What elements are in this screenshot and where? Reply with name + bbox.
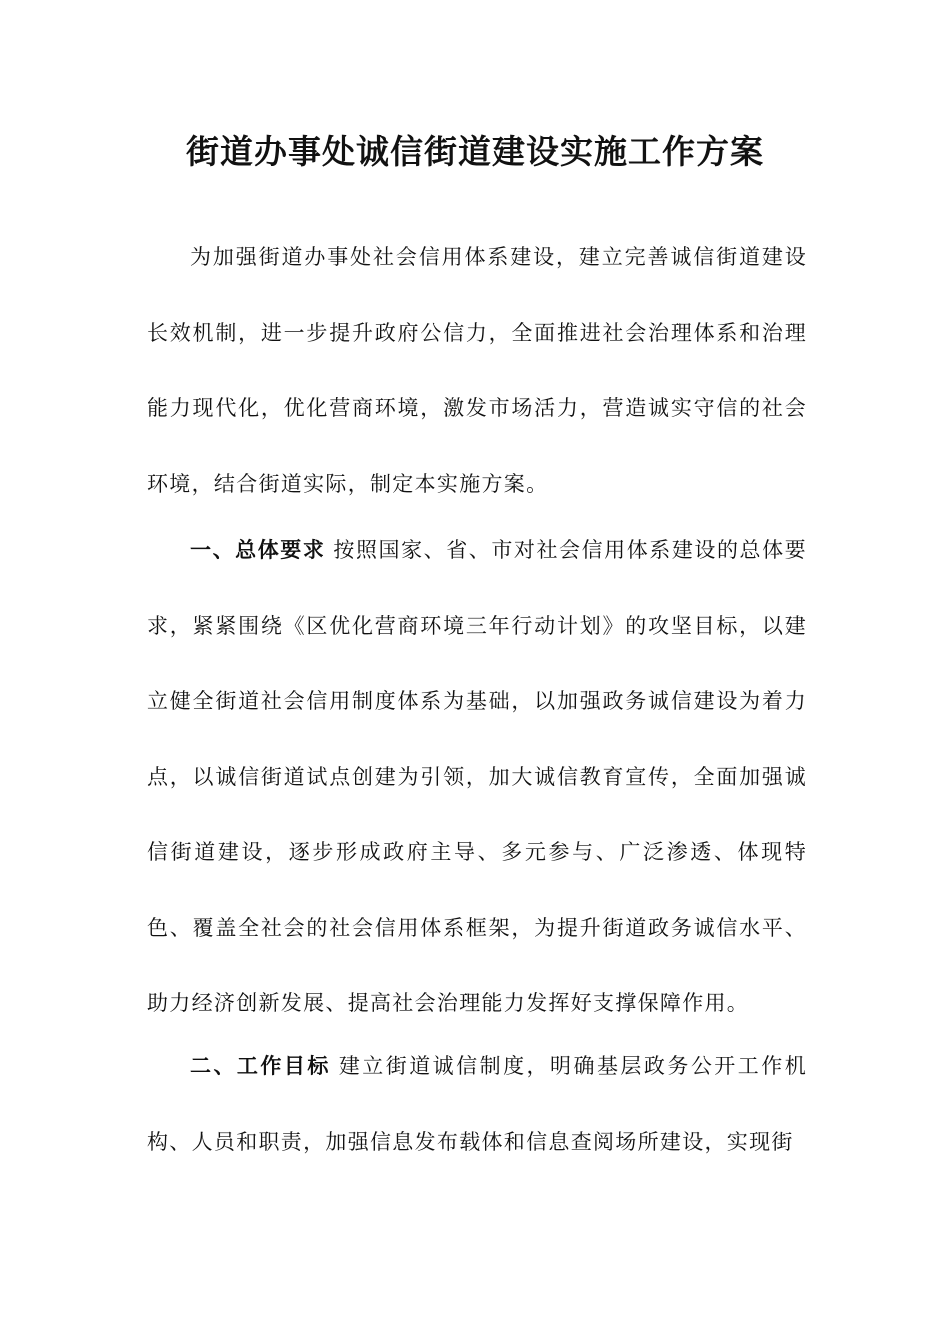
section-heading-2: 二、工作目标 (190, 1053, 331, 1078)
intro-paragraph: 为加强街道办事处社会信用体系建设，建立完善诚信街道建设长效机制，进一步提升政府公信力，全面推进社会治理体系和治理能力现代化，优化营商环境，激发市场活力，营造诚实守信的社会环境，结合街道实际，制定本实施方案。 (147, 245, 807, 496)
section-body-1: 按照国家、省、市对社会信用体系建设的总体要求，紧紧围绕《区优化营商环境三年行动计划》的攻坚目标，以建立健全街道社会信用制度体系为基础，以加强政务诚信建设为着力点，以诚信街道试点创建为引领，加大诚信教育宣传，全面加强诚信街道建设，逐步形成政府主导、多元参与、广泛渗透、体现特色、覆盖全社会的社会信用体系框架，为提升街道政务诚信水平、助力经济创新发展、提高社会治理能力发挥好支撑保障作用。 (147, 538, 807, 1015)
section-paragraph-1 (147, 512, 807, 1042)
section-body-2: 建立街道诚信制度，明确基层政务公开工作机构、人员和职责，加强信息发布载体和信息查阅场所建设，实现街 (147, 1054, 807, 1154)
section-heading-1: 一、总体要求 (190, 537, 326, 562)
section-paragraph-2 (147, 1028, 807, 1180)
document-title: 街道办事处诚信街道建设实施工作方案 (186, 132, 764, 171)
